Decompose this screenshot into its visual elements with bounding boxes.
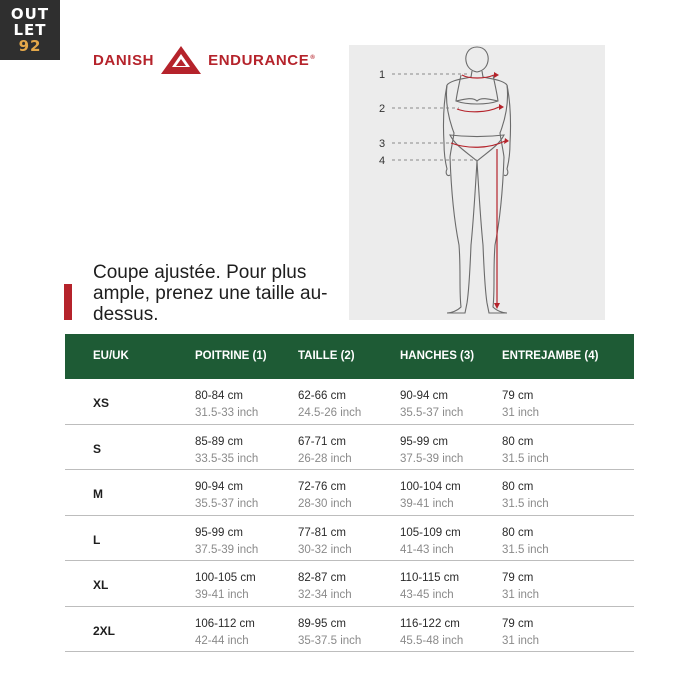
size-label: 2XL	[93, 623, 116, 638]
taille-cell	[298, 479, 352, 513]
marker-4: 4	[379, 155, 386, 167]
value-inch: 26-28 inch	[298, 452, 352, 465]
entrejambe-cell	[502, 525, 549, 559]
poitrine-cell	[195, 388, 258, 422]
value-inch: 42-44 inch	[195, 634, 249, 647]
size-label: L	[93, 532, 101, 547]
value-inch: 31 inch	[502, 407, 540, 419]
brand-word-left: DANISH	[93, 51, 155, 69]
taille-cell	[298, 616, 361, 650]
brand-logo	[93, 44, 315, 76]
entrejambe-cell	[502, 570, 539, 604]
value-cm: 62-66 cm	[298, 390, 346, 402]
size-table-header	[65, 334, 634, 379]
value-cm: 105-109 cm	[400, 526, 461, 539]
table-row	[65, 607, 634, 653]
value-inch: 31.5 inch	[502, 452, 549, 465]
hanches-cell	[400, 616, 463, 650]
mountain-logo-icon	[160, 45, 202, 75]
value-cm: 89-95 cm	[298, 617, 346, 630]
value-cm: 90-94 cm	[400, 390, 448, 402]
size-label: S	[93, 441, 102, 456]
size-table	[65, 379, 634, 652]
badge-line-1: OUT	[10, 5, 50, 23]
header-entrejambe: ENTREJAMBE (4)	[502, 350, 599, 362]
accent-bar	[64, 284, 72, 320]
hanches-cell	[400, 570, 459, 604]
value-cm: 82-87 cm	[298, 572, 346, 584]
table-row	[65, 470, 634, 516]
value-inch: 37.5-39 inch	[195, 543, 259, 556]
value-inch: 43-45 inch	[400, 589, 454, 601]
value-cm: 80 cm	[502, 435, 534, 448]
taille-cell	[298, 570, 352, 604]
value-inch: 24.5-26 inch	[298, 407, 362, 419]
value-inch: 30-32 inch	[298, 543, 352, 556]
value-inch: 31 inch	[502, 589, 540, 601]
value-cm: 95-99 cm	[400, 435, 448, 448]
value-cm: 79 cm	[502, 390, 534, 402]
brand-word-right: ENDURANCE	[208, 51, 310, 69]
value-inch: 41-43 inch	[400, 543, 454, 556]
badge-line-2: LET	[13, 21, 47, 39]
poitrine-cell	[195, 434, 258, 468]
value-cm: 110-115 cm	[400, 572, 460, 584]
outlet-badge	[0, 0, 60, 60]
value-cm: 85-89 cm	[195, 435, 243, 448]
value-inch: 35-37.5 inch	[298, 634, 362, 647]
value-inch: 35.5-37 inch	[195, 498, 259, 510]
value-cm: 95-99 cm	[195, 526, 243, 539]
hanches-cell	[400, 525, 461, 559]
value-cm: 67-71 cm	[298, 435, 346, 448]
entrejambe-cell	[502, 616, 539, 650]
value-cm: 80-84 cm	[195, 390, 243, 402]
value-cm: 79 cm	[502, 617, 534, 630]
value-inch: 31 inch	[502, 634, 540, 647]
registered-mark: ®	[310, 54, 316, 61]
marker-3: 3	[379, 138, 386, 150]
poitrine-cell	[195, 570, 256, 604]
value-cm: 77-81 cm	[298, 526, 346, 539]
poitrine-cell	[195, 616, 255, 650]
value-inch: 35.5-37 inch	[400, 407, 464, 419]
hanches-cell	[400, 388, 463, 422]
value-cm: 116-122 cm	[400, 617, 460, 630]
table-row	[65, 379, 634, 425]
poitrine-cell	[195, 479, 258, 513]
body-outline-illustration	[349, 45, 605, 320]
table-row	[65, 516, 634, 562]
value-inch: 37.5-39 inch	[400, 452, 464, 465]
value-inch: 28-30 inch	[298, 498, 352, 510]
value-inch: 45.5-48 inch	[400, 634, 464, 647]
poitrine-cell	[195, 525, 258, 559]
header-hanches: HANCHES (3)	[400, 350, 475, 362]
entrejambe-cell	[502, 434, 549, 468]
measurement-figure	[349, 45, 605, 320]
value-cm: 80 cm	[502, 526, 534, 539]
value-inch: 31.5 inch	[502, 543, 549, 556]
hanches-cell	[400, 479, 461, 513]
taille-cell	[298, 525, 352, 559]
size-label: XL	[93, 578, 109, 592]
taille-cell	[298, 434, 352, 468]
entrejambe-cell	[502, 388, 539, 422]
fit-note: Coupe ajustée. Pour plus ample, prenez une taille au-dessus.	[93, 262, 328, 325]
size-label: XS	[93, 396, 110, 410]
badge-line-3: 92	[18, 37, 42, 55]
value-inch: 39-41 inch	[195, 589, 249, 601]
header-taille: TAILLE (2)	[298, 350, 355, 362]
table-row	[65, 561, 634, 607]
header-poitrine: POITRINE (1)	[195, 350, 267, 362]
value-cm: 106-112 cm	[195, 617, 255, 630]
marker-2: 2	[379, 103, 386, 115]
table-row	[65, 425, 634, 471]
hanches-cell	[400, 434, 463, 468]
value-cm: 80 cm	[502, 481, 534, 493]
value-inch: 31.5-33 inch	[195, 407, 259, 419]
value-cm: 72-76 cm	[298, 481, 346, 493]
value-inch: 31.5 inch	[502, 498, 549, 510]
value-cm: 100-104 cm	[400, 481, 461, 493]
value-cm: 100-105 cm	[195, 572, 256, 584]
value-inch: 33.5-35 inch	[195, 452, 259, 465]
value-cm: 90-94 cm	[195, 481, 243, 493]
value-cm: 79 cm	[502, 572, 534, 584]
header-eu-uk: EU/UK	[93, 350, 129, 362]
marker-1: 1	[379, 69, 386, 81]
value-inch: 39-41 inch	[400, 498, 454, 510]
value-inch: 32-34 inch	[298, 589, 352, 601]
entrejambe-cell	[502, 479, 549, 513]
taille-cell	[298, 388, 361, 422]
size-label: M	[93, 487, 103, 501]
